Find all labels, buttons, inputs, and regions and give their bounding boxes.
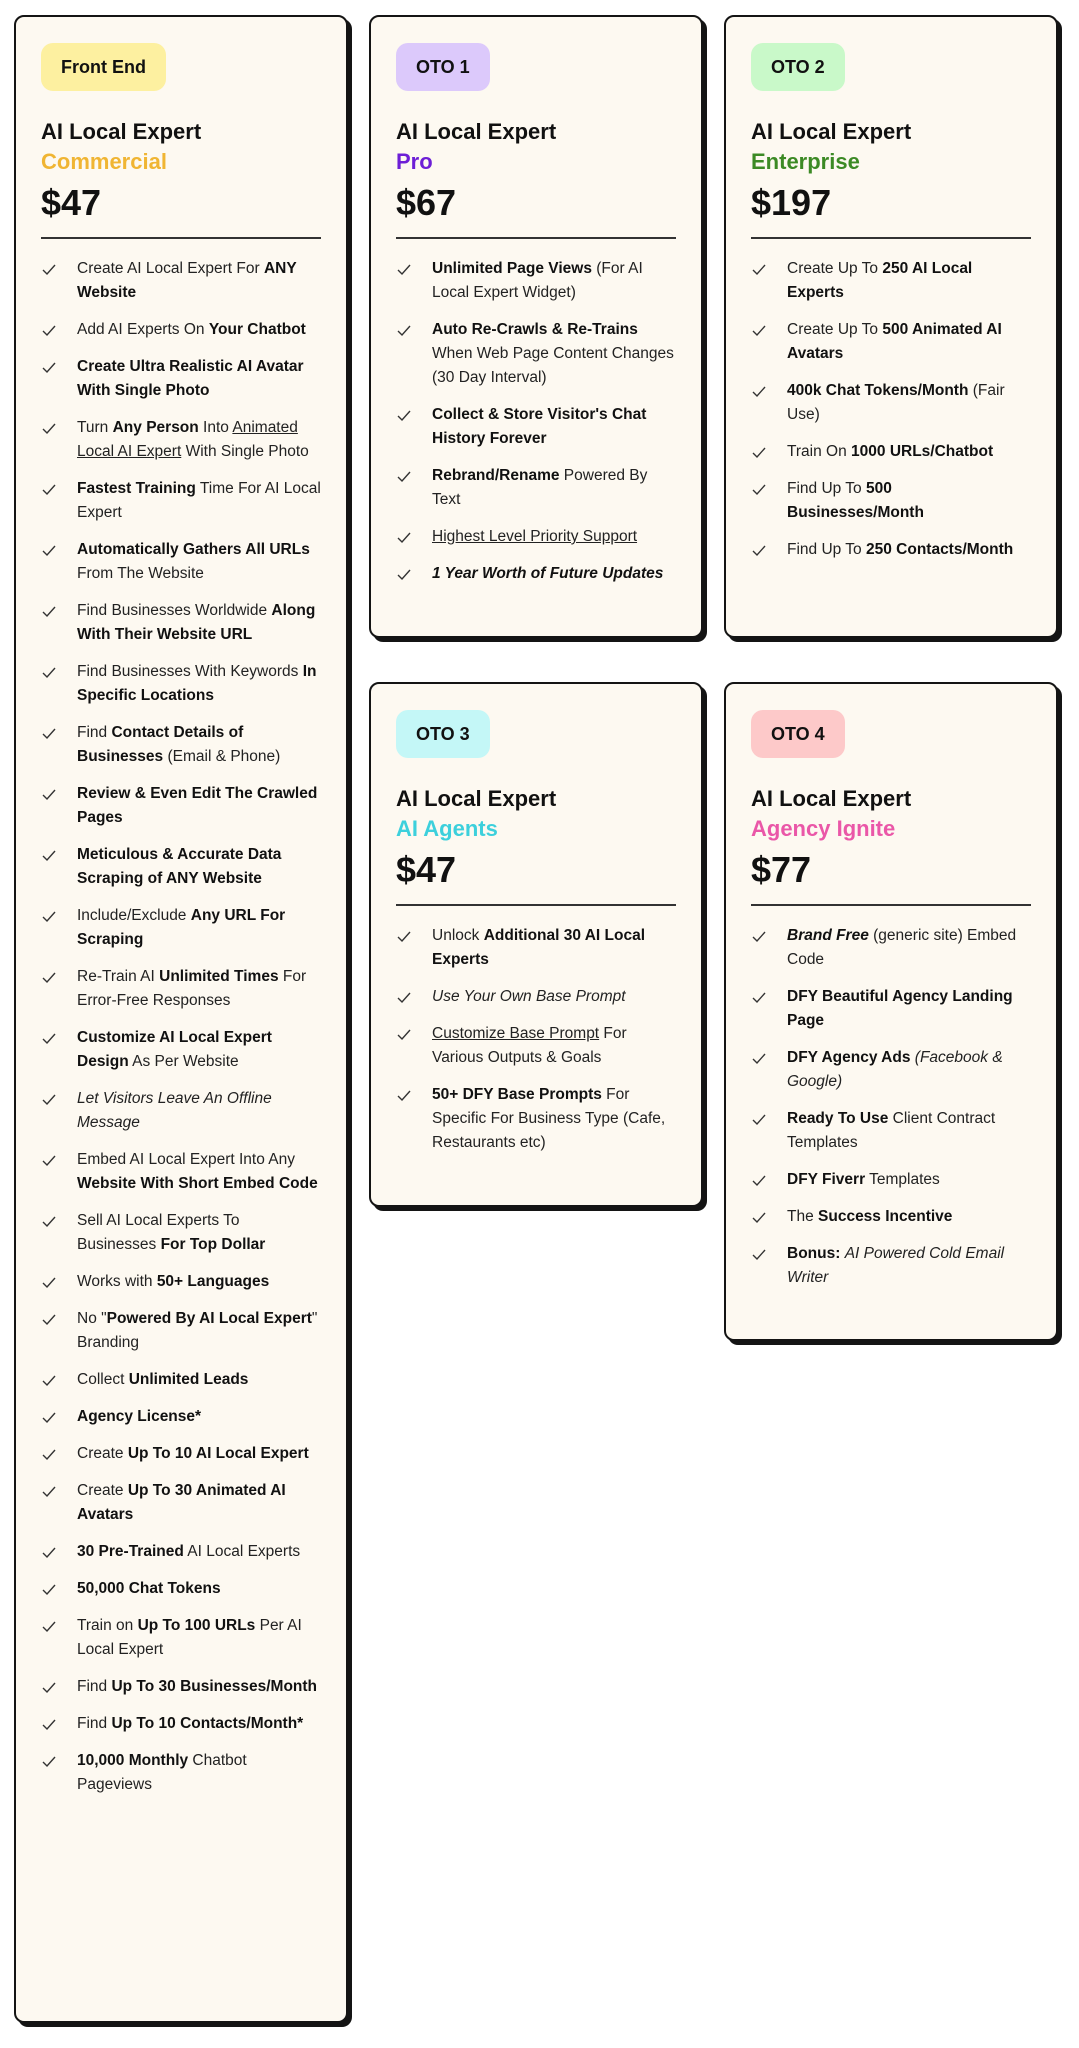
check-icon bbox=[41, 908, 57, 924]
feature-item bbox=[751, 1205, 1031, 1229]
feature-list bbox=[396, 257, 676, 586]
feature-item bbox=[41, 843, 321, 891]
feature-item bbox=[41, 1148, 321, 1196]
feature-text: Any Person bbox=[112, 419, 199, 436]
check-icon bbox=[396, 1087, 412, 1103]
feature-text: 500 Animated AI Avatars bbox=[787, 321, 1002, 362]
feature-text: Any URL For Scraping bbox=[77, 907, 286, 948]
feature-text: Include/Exclude bbox=[77, 907, 191, 924]
feature-text: 400k Chat Tokens/Month bbox=[787, 382, 969, 399]
feature-text: Find bbox=[77, 1715, 112, 1732]
feature-item bbox=[751, 1168, 1031, 1192]
plan-price: $77 bbox=[751, 849, 812, 890]
feature-text: Collect & Store Visitor's Chat History Forever bbox=[432, 406, 647, 447]
feature-item bbox=[41, 1749, 321, 1797]
feature-text: With Single Photo bbox=[181, 443, 309, 460]
check-icon bbox=[41, 1483, 57, 1499]
feature-text: AI Local Experts bbox=[183, 1543, 301, 1560]
feature-text: 1 Year Worth of Future Updates bbox=[432, 565, 664, 582]
feature-item bbox=[41, 782, 321, 830]
feature-text: DFY Beautiful Agency Landing Page bbox=[787, 988, 1013, 1029]
feature-item bbox=[751, 1242, 1031, 1290]
divider bbox=[396, 237, 676, 239]
feature-item bbox=[396, 464, 676, 512]
feature-item bbox=[396, 562, 676, 586]
feature-item bbox=[41, 355, 321, 403]
feature-list bbox=[751, 924, 1031, 1290]
check-icon bbox=[396, 261, 412, 277]
check-icon bbox=[41, 1030, 57, 1046]
plan-price: $197 bbox=[751, 182, 832, 223]
feature-text: DFY Agency Ads bbox=[787, 1049, 911, 1066]
divider bbox=[396, 904, 676, 906]
feature-list bbox=[41, 257, 321, 1797]
feature-text: Create bbox=[77, 1445, 128, 1462]
feature-item bbox=[396, 403, 676, 451]
feature-text: Highest Level Priority Support bbox=[432, 528, 638, 545]
check-icon bbox=[41, 1091, 57, 1107]
feature-text: Customize Base Prompt bbox=[432, 1025, 600, 1042]
plan-card-front-end bbox=[14, 15, 348, 2023]
feature-item bbox=[41, 1540, 321, 1564]
feature-text: Rebrand/Rename bbox=[432, 467, 560, 484]
feature-text: Add AI Experts On bbox=[77, 321, 209, 338]
feature-text: 250 AI Local Experts bbox=[787, 260, 973, 301]
check-icon bbox=[751, 481, 767, 497]
check-icon bbox=[41, 1311, 57, 1327]
check-icon bbox=[41, 1679, 57, 1695]
feature-item bbox=[396, 1022, 676, 1070]
feature-text: Create bbox=[77, 1482, 128, 1499]
plan-tier-name: Agency Ignite bbox=[751, 816, 896, 841]
feature-text: (Email & Phone) bbox=[163, 748, 281, 765]
feature-item bbox=[41, 1026, 321, 1074]
check-icon bbox=[751, 261, 767, 277]
feature-text: 250 Contacts/Month bbox=[865, 541, 1014, 558]
plan-badge: OTO 2 bbox=[751, 43, 845, 91]
feature-text: Into bbox=[198, 419, 233, 436]
feature-item bbox=[396, 924, 676, 972]
feature-text: Train On bbox=[787, 443, 852, 460]
feature-text: Automatically Gathers All URLs bbox=[77, 541, 310, 558]
feature-text: Fastest Training bbox=[77, 480, 196, 497]
check-icon bbox=[751, 444, 767, 460]
feature-text: Create Ultra Realistic AI Avatar With Single Photo bbox=[77, 358, 304, 399]
feature-text: Up To 10 Contacts/Month* bbox=[111, 1715, 304, 1732]
feature-item bbox=[41, 599, 321, 647]
check-icon bbox=[751, 1246, 767, 1262]
feature-text: 50+ DFY Base Prompts bbox=[432, 1086, 602, 1103]
plan-tier-name: Enterprise bbox=[751, 149, 860, 174]
plan-card-oto-2 bbox=[724, 15, 1058, 638]
check-icon bbox=[751, 1050, 767, 1066]
plan-badge: OTO 1 bbox=[396, 43, 490, 91]
check-icon bbox=[41, 969, 57, 985]
feature-item bbox=[751, 477, 1031, 525]
plan-price: $47 bbox=[396, 849, 457, 890]
feature-text: Unlock bbox=[432, 927, 484, 944]
feature-text: Find Up To bbox=[787, 480, 866, 497]
feature-text: Unlimited Times bbox=[159, 968, 279, 985]
feature-item bbox=[41, 1479, 321, 1527]
check-icon bbox=[396, 989, 412, 1005]
feature-text: Additional 30 AI Local Experts bbox=[432, 927, 646, 968]
feature-text: For Error-Free Responses bbox=[77, 968, 307, 1009]
feature-text: Expert bbox=[260, 1445, 309, 1462]
feature-text: Brand Free bbox=[787, 927, 869, 944]
feature-text: " Branding bbox=[77, 1310, 318, 1351]
check-icon bbox=[41, 664, 57, 680]
plan-title: AI Local Expert bbox=[396, 786, 557, 811]
feature-item bbox=[41, 965, 321, 1013]
feature-text: Sell AI Local Experts To Businesses bbox=[77, 1212, 240, 1253]
feature-text: Customize AI Local Expert Design bbox=[77, 1029, 272, 1070]
feature-text: Along With Their Website URL bbox=[77, 602, 316, 643]
feature-text: When Web Page Content Changes (30 Day Interval) bbox=[432, 345, 674, 386]
check-icon bbox=[41, 725, 57, 741]
feature-text: Your Chatbot bbox=[208, 321, 306, 338]
plan-card-oto-1 bbox=[369, 15, 703, 638]
feature-text: For Various Outputs & Goals bbox=[432, 1025, 627, 1066]
feature-text: Auto Re-Crawls & Re-Trains bbox=[432, 321, 638, 338]
divider bbox=[751, 904, 1031, 906]
feature-text: 500 Businesses/Month bbox=[787, 480, 924, 521]
feature-item bbox=[751, 440, 1031, 464]
feature-list bbox=[751, 257, 1031, 562]
plan-title: AI Local Expert bbox=[751, 119, 912, 144]
plan-price: $47 bbox=[41, 182, 102, 223]
check-icon bbox=[41, 1581, 57, 1597]
check-icon bbox=[751, 542, 767, 558]
check-icon bbox=[751, 383, 767, 399]
check-icon bbox=[751, 1172, 767, 1188]
feature-text: From The Website bbox=[77, 565, 204, 582]
feature-text: (Fair Use) bbox=[787, 382, 1005, 423]
check-icon bbox=[41, 1716, 57, 1732]
feature-item bbox=[751, 924, 1031, 972]
feature-text: ANY Website bbox=[77, 260, 297, 301]
feature-item bbox=[41, 1087, 321, 1135]
feature-text: Up To 100 URLs bbox=[137, 1617, 256, 1634]
feature-text: Use Your Own Base Prompt bbox=[432, 988, 626, 1005]
feature-text: For Top Dollar bbox=[160, 1236, 266, 1253]
feature-item bbox=[396, 257, 676, 305]
feature-text: Embed AI Local Expert Into Any bbox=[77, 1151, 295, 1168]
feature-text: Works with bbox=[77, 1273, 157, 1290]
check-icon bbox=[41, 1753, 57, 1769]
feature-text: 30 Pre-Trained bbox=[77, 1543, 184, 1560]
check-icon bbox=[41, 786, 57, 802]
feature-text: 50,000 Chat Tokens bbox=[77, 1580, 221, 1597]
feature-text: Find Businesses Worldwide bbox=[77, 602, 272, 619]
feature-text: Re-Train AI bbox=[77, 968, 160, 985]
check-icon bbox=[41, 420, 57, 436]
divider bbox=[41, 237, 321, 239]
plan-tier-name: AI Agents bbox=[396, 816, 498, 841]
feature-item bbox=[41, 1270, 321, 1294]
divider bbox=[751, 237, 1031, 239]
feature-text: Create Up To bbox=[787, 321, 883, 338]
feature-text: Bonus: bbox=[787, 1245, 841, 1262]
check-icon bbox=[396, 566, 412, 582]
feature-item bbox=[751, 379, 1031, 427]
feature-text: Website With Short Embed Code bbox=[77, 1175, 318, 1192]
feature-text: Client Contract Templates bbox=[787, 1110, 996, 1151]
feature-text: Contact Details of Businesses bbox=[77, 724, 244, 765]
plan-tier-name: Pro bbox=[396, 149, 433, 174]
feature-text: The bbox=[787, 1208, 819, 1225]
feature-text: Unlimited Leads bbox=[128, 1371, 249, 1388]
feature-text: Up To 30 Businesses/Month bbox=[111, 1678, 318, 1695]
feature-item bbox=[41, 1209, 321, 1257]
feature-item bbox=[396, 525, 676, 549]
feature-item bbox=[751, 985, 1031, 1033]
check-icon bbox=[751, 1209, 767, 1225]
feature-text: Success Incentive bbox=[818, 1208, 953, 1225]
feature-text: Unlimited Page Views bbox=[432, 260, 592, 277]
feature-text: Up To 10 AI Local bbox=[127, 1445, 257, 1462]
check-icon bbox=[41, 1274, 57, 1290]
feature-item bbox=[41, 1442, 321, 1466]
feature-text: (For AI Local Expert Widget) bbox=[432, 260, 643, 301]
feature-text: No " bbox=[77, 1310, 107, 1327]
check-icon bbox=[41, 1618, 57, 1634]
feature-text: Train on bbox=[77, 1617, 138, 1634]
check-icon bbox=[41, 359, 57, 375]
feature-text: Powered By AI Local Expert bbox=[106, 1310, 312, 1327]
check-icon bbox=[41, 847, 57, 863]
check-icon bbox=[396, 468, 412, 484]
check-icon bbox=[396, 928, 412, 944]
feature-item bbox=[396, 1083, 676, 1155]
feature-item bbox=[41, 1675, 321, 1699]
plan-title: AI Local Expert bbox=[396, 119, 557, 144]
feature-item bbox=[396, 985, 676, 1009]
feature-item bbox=[751, 1046, 1031, 1094]
feature-text: Turn bbox=[77, 419, 113, 436]
feature-text: Find Businesses With Keywords bbox=[77, 663, 303, 680]
feature-text: Powered By Text bbox=[432, 467, 648, 508]
check-icon bbox=[41, 1213, 57, 1229]
feature-text: Up To 30 Animated AI Avatars bbox=[77, 1482, 286, 1523]
feature-item bbox=[41, 257, 321, 305]
feature-text: 10,000 Monthly bbox=[77, 1752, 189, 1769]
plan-card-oto-4 bbox=[724, 682, 1058, 1341]
check-icon bbox=[41, 1409, 57, 1425]
feature-text: Chatbot Pageviews bbox=[77, 1752, 247, 1793]
feature-text: AI Powered Cold Email Writer bbox=[787, 1245, 1005, 1286]
feature-item bbox=[41, 1614, 321, 1662]
feature-text: Find bbox=[77, 724, 112, 741]
feature-item bbox=[41, 538, 321, 586]
feature-text: Find bbox=[77, 1678, 112, 1695]
feature-text: DFY Fiverr bbox=[787, 1171, 866, 1188]
check-icon bbox=[41, 1544, 57, 1560]
feature-item bbox=[41, 1712, 321, 1736]
check-icon bbox=[751, 928, 767, 944]
check-icon bbox=[396, 529, 412, 545]
feature-item bbox=[751, 538, 1031, 562]
feature-item bbox=[41, 1577, 321, 1601]
feature-item bbox=[41, 1405, 321, 1429]
feature-text: 50+ Languages bbox=[156, 1273, 270, 1290]
feature-text: 1000 URLs/Chatbot bbox=[851, 443, 994, 460]
feature-text: For Specific For Business Type (Cafe, Restaurants etc) bbox=[432, 1086, 666, 1151]
check-icon bbox=[41, 481, 57, 497]
plan-price: $67 bbox=[396, 182, 457, 223]
check-icon bbox=[751, 1111, 767, 1127]
plan-card-oto-3 bbox=[369, 682, 703, 1207]
feature-text: Review & Even Edit The Crawled Pages bbox=[77, 785, 318, 826]
feature-item bbox=[396, 318, 676, 390]
check-icon bbox=[396, 1026, 412, 1042]
feature-item bbox=[41, 318, 321, 342]
feature-item bbox=[751, 318, 1031, 366]
check-icon bbox=[41, 261, 57, 277]
feature-item bbox=[41, 416, 321, 464]
feature-item bbox=[751, 1107, 1031, 1155]
check-icon bbox=[41, 1446, 57, 1462]
feature-text: In Specific Locations bbox=[77, 663, 317, 704]
feature-item bbox=[41, 1368, 321, 1392]
feature-text: Meticulous & Accurate Data Scraping of ANY Website bbox=[77, 846, 282, 887]
feature-text: Per AI Local Expert bbox=[77, 1617, 302, 1658]
check-icon bbox=[41, 603, 57, 619]
feature-text: Create Up To bbox=[787, 260, 883, 277]
check-icon bbox=[41, 1152, 57, 1168]
check-icon bbox=[751, 989, 767, 1005]
feature-item bbox=[41, 477, 321, 525]
feature-text: Create AI Local Expert For bbox=[77, 260, 264, 277]
feature-text: Let Visitors Leave An Offline Message bbox=[77, 1090, 272, 1131]
check-icon bbox=[41, 1372, 57, 1388]
feature-text: Animated Local AI Expert bbox=[77, 419, 298, 460]
feature-item bbox=[41, 1307, 321, 1355]
plan-title: AI Local Expert bbox=[751, 786, 912, 811]
check-icon bbox=[41, 542, 57, 558]
feature-text: Find Up To bbox=[787, 541, 866, 558]
feature-text: Time For AI Local Expert bbox=[77, 480, 321, 521]
feature-text: As Per Website bbox=[128, 1053, 239, 1070]
feature-text: Collect bbox=[77, 1371, 129, 1388]
plan-tier-name: Commercial bbox=[41, 149, 167, 174]
feature-text: Templates bbox=[865, 1171, 940, 1188]
check-icon bbox=[396, 322, 412, 338]
feature-item bbox=[41, 660, 321, 708]
plan-badge: OTO 3 bbox=[396, 710, 490, 758]
check-icon bbox=[41, 322, 57, 338]
check-icon bbox=[751, 322, 767, 338]
feature-text: Ready To Use bbox=[787, 1110, 889, 1127]
feature-text: Agency License* bbox=[77, 1408, 202, 1425]
feature-item bbox=[41, 721, 321, 769]
feature-text: (generic site) Embed Code bbox=[787, 927, 1017, 968]
feature-list bbox=[396, 924, 676, 1155]
feature-item bbox=[751, 257, 1031, 305]
plan-title: AI Local Expert bbox=[41, 119, 202, 144]
check-icon bbox=[396, 407, 412, 423]
plan-badge: OTO 4 bbox=[751, 710, 845, 758]
plan-badge: Front End bbox=[41, 43, 166, 91]
feature-text: (Facebook & Google) bbox=[787, 1049, 1003, 1090]
feature-item bbox=[41, 904, 321, 952]
